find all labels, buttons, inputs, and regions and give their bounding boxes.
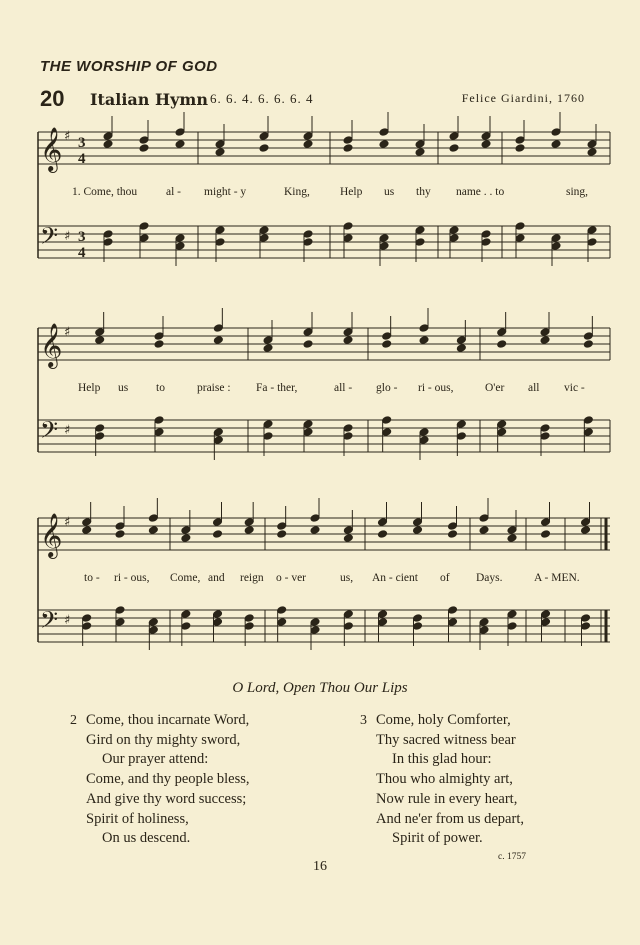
note-head — [415, 226, 425, 235]
note-head — [139, 222, 149, 231]
lyric-syllable: al - — [166, 186, 182, 198]
note-head — [259, 132, 269, 141]
note-head — [587, 226, 597, 235]
note-head — [583, 428, 593, 437]
note-head — [448, 522, 458, 531]
lyric-syllable: ri - ous, — [418, 382, 454, 394]
verse-line: Come, holy Comforter, — [376, 712, 511, 728]
note-head — [497, 428, 507, 437]
note-head — [343, 222, 353, 231]
note-head — [213, 428, 223, 437]
note-head — [541, 518, 551, 527]
note-head — [303, 420, 313, 429]
note-head — [181, 534, 191, 543]
note-head — [379, 234, 389, 243]
lyric-syllable: O'er — [485, 382, 505, 394]
note-head — [449, 144, 459, 153]
note-head — [303, 340, 313, 349]
note-head — [581, 518, 591, 527]
note-head — [244, 622, 254, 631]
note-head — [139, 136, 149, 145]
note-head — [215, 140, 225, 149]
note-head — [244, 614, 254, 623]
note-head — [259, 226, 269, 235]
lyric-syllable: name . . to — [456, 186, 505, 198]
note-head — [148, 514, 158, 523]
note-head — [181, 610, 191, 619]
lyric-syllable: might - y — [204, 186, 247, 198]
note-head — [303, 132, 313, 141]
verse-3 — [376, 711, 524, 849]
note-head — [259, 234, 269, 243]
verse-line: In this glad hour: — [392, 751, 492, 768]
note-head — [154, 340, 164, 349]
lyric-syllable: us — [118, 382, 129, 394]
note-head — [541, 610, 551, 619]
note-head — [139, 144, 149, 153]
verse-line: And give thy word success; — [86, 790, 247, 807]
verse-line: Thou who almighty art, — [376, 771, 513, 788]
sharp-icon: ♯ — [64, 613, 71, 628]
note-head — [479, 618, 489, 627]
note-head — [541, 618, 551, 627]
time-signature: 3 — [78, 135, 86, 151]
verse-line: And ne'er from us depart, — [376, 810, 524, 827]
note-head — [448, 530, 458, 539]
note-head — [244, 526, 254, 535]
note-head — [413, 526, 423, 535]
hymn-number: 20 — [40, 86, 65, 111]
note-head — [551, 234, 561, 243]
note-head — [382, 416, 392, 425]
lyric-syllable: to - — [84, 572, 100, 584]
note-head — [82, 526, 92, 535]
note-head — [310, 626, 320, 635]
note-head — [95, 336, 105, 345]
note-head — [415, 148, 425, 157]
note-head — [175, 234, 185, 243]
lyric-syllable: 1. Come, thou — [72, 186, 138, 198]
note-head — [540, 432, 550, 441]
verse-line: On us descend. — [102, 830, 191, 847]
verse-line: Spirit of holiness, — [86, 810, 189, 827]
note-head — [343, 336, 353, 345]
note-head — [456, 432, 466, 441]
note-head — [515, 222, 525, 231]
note-head — [541, 530, 551, 539]
note-head — [413, 518, 423, 527]
section-title: THE WORSHIP OF GOD — [40, 58, 218, 75]
meter: 6. 6. 4. 6. 6. 6. 4 — [210, 91, 314, 106]
note-head — [103, 140, 113, 149]
note-head — [587, 238, 597, 247]
note-head — [343, 526, 353, 535]
note-head — [115, 530, 125, 539]
verse-line: Come, thou incarnate Word, — [86, 712, 250, 728]
time-signature: 3 — [78, 229, 86, 245]
time-signature: 4 — [78, 151, 86, 167]
sharp-icon: ♯ — [64, 423, 71, 438]
verse-number: 3 — [360, 713, 367, 728]
verse-line: Spirit of power. — [392, 830, 483, 847]
note-head — [587, 140, 597, 149]
note-head — [303, 140, 313, 149]
note-head — [148, 626, 158, 635]
note-head — [583, 332, 593, 341]
note-head — [456, 344, 466, 353]
note-head — [263, 344, 273, 353]
note-head — [481, 140, 491, 149]
note-head — [583, 340, 593, 349]
note-head — [148, 618, 158, 627]
time-signature: 4 — [78, 245, 86, 261]
note-head — [507, 622, 517, 631]
note-head — [415, 238, 425, 247]
note-head — [497, 340, 507, 349]
note-head — [581, 614, 591, 623]
note-head — [310, 618, 320, 627]
note-head — [378, 530, 388, 539]
note-head — [449, 226, 459, 235]
note-head — [95, 328, 105, 337]
verse-line: Now rule in every heart, — [376, 790, 518, 807]
lyric-syllable: ri - ous, — [114, 572, 150, 584]
note-head — [244, 518, 254, 527]
note-head — [175, 128, 185, 137]
note-head — [213, 610, 223, 619]
note-head — [103, 238, 113, 247]
note-head — [448, 606, 458, 615]
note-head — [148, 526, 158, 535]
note-head — [175, 140, 185, 149]
verse-line: Our prayer attend: — [102, 751, 209, 768]
note-head — [277, 522, 287, 531]
note-head — [481, 238, 491, 247]
note-head — [507, 534, 517, 543]
lyric-syllable: of — [440, 572, 450, 584]
bass-clef-icon: 𝄢 — [40, 222, 59, 255]
note-head — [343, 424, 353, 433]
verse-number: 2 — [70, 713, 77, 728]
note-head — [277, 618, 287, 627]
note-head — [343, 234, 353, 243]
note-head — [581, 526, 591, 535]
note-head — [497, 328, 507, 337]
note-head — [540, 336, 550, 345]
note-head — [181, 526, 191, 535]
note-head — [115, 606, 125, 615]
composer: Felice Giardini, 1760 — [461, 91, 585, 105]
note-head — [215, 238, 225, 247]
bass-clef-icon: 𝄢 — [40, 606, 59, 639]
note-head — [587, 148, 597, 157]
sharp-icon: ♯ — [64, 229, 71, 244]
note-head — [540, 328, 550, 337]
verse-line: Gird on thy mighty sword, — [86, 731, 241, 748]
lyric-syllable: us, — [340, 572, 354, 584]
lyric-syllable: to — [156, 382, 165, 394]
note-head — [378, 518, 388, 527]
lyric-syllable: Come, — [170, 572, 201, 584]
note-head — [263, 432, 273, 441]
verse-line: Come, and thy people bless, — [86, 771, 250, 788]
note-head — [413, 622, 423, 631]
note-head — [215, 226, 225, 235]
note-head — [213, 618, 223, 627]
note-head — [343, 534, 353, 543]
note-head — [343, 432, 353, 441]
note-head — [479, 514, 489, 523]
note-head — [515, 136, 525, 145]
note-head — [115, 618, 125, 627]
treble-clef-icon: 𝄞 — [40, 127, 63, 171]
note-head — [515, 144, 525, 153]
note-head — [303, 428, 313, 437]
lyric-syllable: all - — [334, 382, 353, 394]
note-head — [213, 336, 223, 345]
note-head — [419, 336, 429, 345]
note-head — [481, 230, 491, 239]
sharp-icon: ♯ — [64, 515, 71, 530]
lyric-syllable: An - cient — [372, 572, 418, 584]
note-head — [456, 420, 466, 429]
note-head — [419, 324, 429, 333]
note-head — [175, 242, 185, 251]
lyric-syllable: A - MEN. — [534, 572, 580, 584]
lyric-syllable: o - ver — [276, 572, 307, 584]
note-head — [343, 144, 353, 153]
note-head — [154, 428, 164, 437]
note-head — [263, 420, 273, 429]
note-head — [115, 522, 125, 531]
note-head — [382, 340, 392, 349]
verse-line: Thy sacred witness bear — [376, 731, 516, 748]
note-head — [154, 416, 164, 425]
note-head — [259, 144, 269, 153]
note-head — [213, 530, 223, 539]
sharp-icon: ♯ — [64, 325, 71, 340]
note-head — [378, 618, 388, 627]
note-head — [415, 140, 425, 149]
note-head — [456, 336, 466, 345]
lyric-syllable: reign — [240, 572, 264, 584]
note-head — [82, 518, 92, 527]
sharp-icon: ♯ — [64, 129, 71, 144]
note-head — [507, 526, 517, 535]
note-head — [583, 416, 593, 425]
note-head — [382, 332, 392, 341]
lyric-syllable: all — [528, 382, 540, 394]
note-head — [382, 428, 392, 437]
note-head — [82, 614, 92, 623]
treble-clef-icon: 𝄞 — [40, 323, 63, 367]
note-head — [343, 328, 353, 337]
note-head — [95, 424, 105, 433]
lyric-syllable: and — [208, 572, 225, 584]
note-head — [449, 234, 459, 243]
note-head — [103, 230, 113, 239]
note-head — [413, 614, 423, 623]
author-date: c. 1757 — [498, 852, 526, 862]
note-head — [154, 332, 164, 341]
lyric-syllable: vic - — [564, 382, 585, 394]
note-head — [379, 242, 389, 251]
note-head — [540, 424, 550, 433]
verse-2 — [86, 711, 250, 849]
note-head — [139, 234, 149, 243]
note-head — [213, 518, 223, 527]
note-head — [419, 428, 429, 437]
lyric-syllable: thy — [416, 186, 431, 198]
note-head — [103, 132, 113, 141]
note-head — [277, 606, 287, 615]
note-head — [507, 610, 517, 619]
note-head — [497, 420, 507, 429]
note-head — [551, 242, 561, 251]
lyric-syllable: praise : — [197, 382, 231, 394]
tune-name: Italian Hymn — [90, 90, 208, 109]
note-head — [551, 140, 561, 149]
note-head — [215, 148, 225, 157]
lyric-syllable: Days. — [476, 572, 503, 584]
treble-clef-icon: 𝄞 — [40, 513, 63, 557]
note-head — [343, 622, 353, 631]
note-head — [581, 622, 591, 631]
note-head — [379, 140, 389, 149]
lyric-syllable: Help — [78, 382, 101, 394]
note-head — [303, 230, 313, 239]
note-head — [303, 328, 313, 337]
note-head — [551, 128, 561, 137]
note-head — [378, 610, 388, 619]
note-head — [515, 234, 525, 243]
note-head — [303, 238, 313, 247]
note-head — [379, 128, 389, 137]
lyric-syllable: us — [384, 186, 395, 198]
lyric-syllable: glo - — [376, 382, 398, 394]
lyric-syllable: sing, — [566, 186, 589, 198]
note-head — [213, 324, 223, 333]
hymn-subtitle: O Lord, Open Thou Our Lips — [232, 680, 408, 696]
note-head — [213, 436, 223, 445]
note-head — [343, 610, 353, 619]
note-head — [310, 526, 320, 535]
page-number: 16 — [313, 859, 327, 874]
note-head — [310, 514, 320, 523]
bass-clef-icon: 𝄢 — [40, 416, 59, 449]
note-head — [277, 530, 287, 539]
note-head — [449, 132, 459, 141]
note-head — [181, 622, 191, 631]
lyric-syllable: Help — [340, 186, 363, 198]
note-head — [343, 136, 353, 145]
note-head — [419, 436, 429, 445]
lyric-syllable: Fa - ther, — [256, 382, 298, 394]
note-head — [82, 622, 92, 631]
note-head — [263, 336, 273, 345]
note-head — [479, 626, 489, 635]
note-head — [481, 132, 491, 141]
note-head — [448, 618, 458, 627]
note-head — [95, 432, 105, 441]
note-head — [479, 526, 489, 535]
lyric-syllable: King, — [284, 186, 310, 198]
